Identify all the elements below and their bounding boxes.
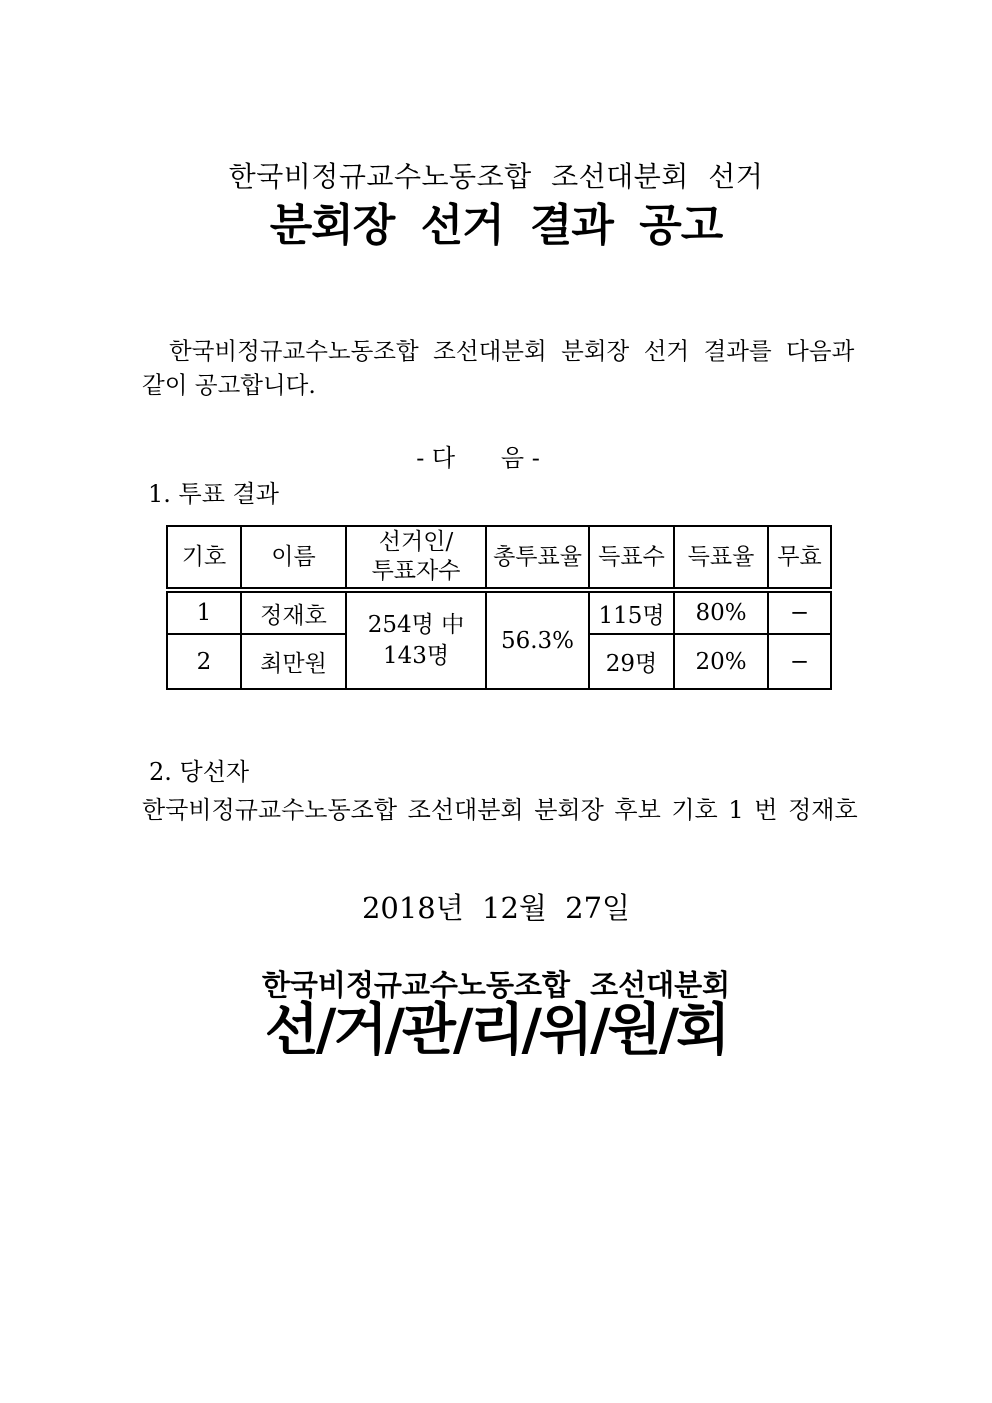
document-date: 2018년 12월 27일: [361, 891, 631, 925]
intro-line-1: 한국비정규교수노동조합 조선대분회 분회장 선거 결과를 다음과: [169, 337, 855, 365]
header-candidate-no: 기호: [167, 526, 241, 590]
table-header-row: [167, 526, 831, 590]
cell-electorate: [346, 590, 486, 689]
header-votes: 득표수: [589, 526, 674, 590]
electorate-line2: 143명: [382, 642, 450, 669]
cell-candidate-name: 최만원: [241, 634, 346, 689]
cell-candidate-name: 정재호: [241, 590, 346, 634]
footer-organization: 한국비정규교수노동조합 조선대분회: [261, 968, 731, 1002]
daum-divider: - 다 음 -: [416, 444, 540, 472]
header-invalid: 무효: [768, 526, 831, 590]
vote-results-table: [166, 525, 832, 690]
header-vote-rate: 득표율: [674, 526, 768, 590]
cell-invalid: −: [768, 590, 831, 634]
intro-paragraph: [142, 334, 854, 402]
winner-line: 한국비정규교수노동조합 조선대분회 분회장 후보 기호 1 번 정재호: [142, 796, 858, 824]
cell-vote-rate: 80%: [674, 590, 768, 634]
header-electorate-line1: 선거인/: [378, 529, 454, 555]
table-row: [167, 590, 831, 634]
intro-line-2: 같이 공고합니다.: [142, 371, 316, 399]
header-total-turnout: 총투표율: [486, 526, 589, 590]
cell-invalid: −: [768, 634, 831, 689]
cell-vote-rate: 20%: [674, 634, 768, 689]
electorate-line1: 254명 中: [367, 611, 465, 638]
document-subtitle: 한국비정규교수노동조합 조선대분회 선거: [228, 160, 764, 193]
footer-committee: 선/거/관/리/위/원/회: [264, 998, 728, 1063]
header-electorate: [346, 526, 486, 590]
cell-candidate-no: 2: [167, 634, 241, 689]
header-electorate-line2: 투표자수: [371, 558, 461, 584]
cell-candidate-no: 1: [167, 590, 241, 634]
document-title: 분회장 선거 결과 공고: [269, 200, 723, 251]
header-name: 이름: [241, 526, 346, 590]
cell-votes: 29명: [589, 634, 674, 689]
section1-heading: 1. 투표 결과: [148, 480, 279, 508]
cell-votes: 115명: [589, 590, 674, 634]
section2-heading: 2. 당선자: [149, 758, 250, 786]
cell-total-turnout: 56.3%: [486, 590, 589, 689]
